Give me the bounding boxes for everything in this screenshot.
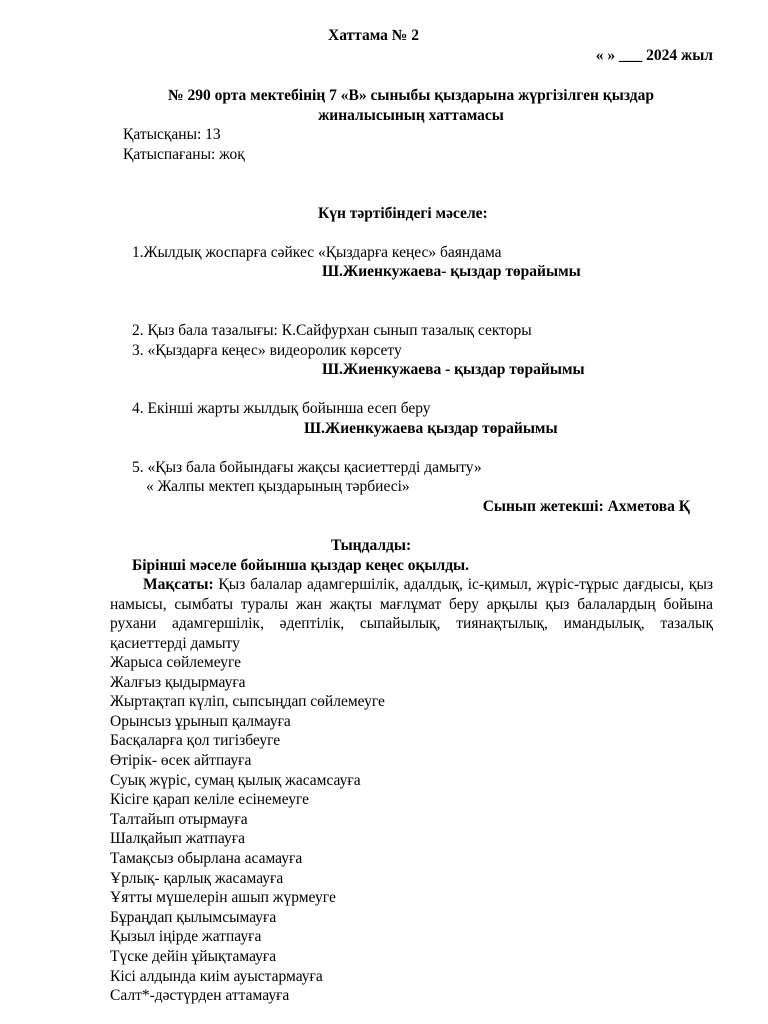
list-item: Салт*-дәстүрден аттамауға (110, 987, 290, 1005)
goal-paragraph (110, 575, 713, 653)
list-item: Басқаларға қол тигізбеуге (110, 732, 281, 750)
agenda-item-5-line-2: « Жалпы мектеп қыздарының тәрбиесі» (146, 478, 410, 495)
subject-line-2: жиналысының хаттамасы (318, 107, 504, 124)
agenda-item-3-speaker: Ш.Жиенкужаева - қыздар төрайымы (322, 361, 585, 378)
list-item: Жыртақтап күліп, сыпсыңдап сөйлемеуге (110, 693, 385, 711)
list-item: Ұятты мүшелерін ашып жүрмеуге (110, 889, 336, 907)
rules-list (110, 653, 710, 1006)
agenda-heading: Күн тәртібіндегі мәселе: (318, 205, 488, 222)
attendance-absent: Қатыспағаны: жоқ (123, 146, 245, 163)
goal-text: Қыз балалар адамгершілік, адалдық, іс-қимыл, жүріс-тұрыс дағдысы, қыз намысы, сымбаты туралы жан жақты мағлұмат беру арқылы қыз балалардың бойына рухани адамгершілік, әдептілік, сыпайылық, тиянақтылық, имандылық, тазалық қасиеттерді дамыту (110, 576, 713, 652)
listened-heading: Тыңдалды: (331, 537, 412, 554)
list-item: Кісіге қарап келіле есінемеуге (110, 791, 310, 809)
goal-label: Мақсаты: (143, 576, 214, 593)
agenda-item-4-speaker: Ш.Жиенкужаева қыздар төрайымы (304, 420, 558, 437)
document-title: Хаттама № 2 (328, 27, 419, 44)
first-issue-line: Бірінші мәселе бойынша қыздар кеңес оқылды. (132, 557, 470, 574)
agenda-item-5-line-1: 5. «Қыз бала бойындағы жақсы қасиеттерді дамыту» (132, 459, 482, 476)
list-item: Жарыса сөйлемеуге (110, 654, 241, 671)
list-item: Орынсыз ұрынып қалмауға (110, 712, 291, 730)
list-item: Талтайып отырмауға (110, 810, 248, 828)
agenda-item-5-speaker: Сынып жетекші: Ахметова Қ (482, 498, 690, 515)
list-item: Жалғыз қыдырмауға (110, 673, 246, 691)
subject-line-1: № 290 орта мектебінің 7 «В» сыныбы қыздарына жүргізілген қыздар (168, 87, 654, 104)
list-item: Тамақсыз обырлана асамауға (110, 849, 303, 867)
date-line: « » ___ 2024 жыл (595, 47, 713, 64)
list-item: Кісі алдында киім ауыстармауға (110, 967, 323, 985)
attendance-present: Қатысқаны: 13 (123, 126, 221, 143)
agenda-item-1-speaker: Ш.Жиенкужаева- қыздар төрайымы (322, 263, 581, 280)
list-item: Бұраңдап қылымсымауға (110, 908, 277, 926)
list-item: Өтірік- өсек айтпауға (110, 751, 252, 769)
agenda-item-2: 2. Қыз бала тазалығы: К.Сайфурхан сынып тазалық секторы (132, 322, 532, 339)
list-item: Ұрлық- қарлық жасамауға (110, 869, 284, 887)
list-item: Суық жүріс, сумаң қылық жасамсауға (110, 771, 361, 789)
agenda-item-1: 1.Жылдық жоспарға сәйкес «Қыздарға кеңес» баяндама (132, 244, 502, 261)
agenda-item-4: 4. Екінші жарты жылдық бойынша есеп беру (132, 400, 431, 417)
list-item: Шалқайып жатпауға (110, 830, 246, 848)
list-item: Түске дейін ұйықтамауға (110, 947, 277, 965)
list-item: Қызыл іңірде жатпауға (110, 928, 262, 946)
agenda-item-3: 3. «Қыздарға кеңес» видеоролик көрсету (132, 342, 402, 359)
